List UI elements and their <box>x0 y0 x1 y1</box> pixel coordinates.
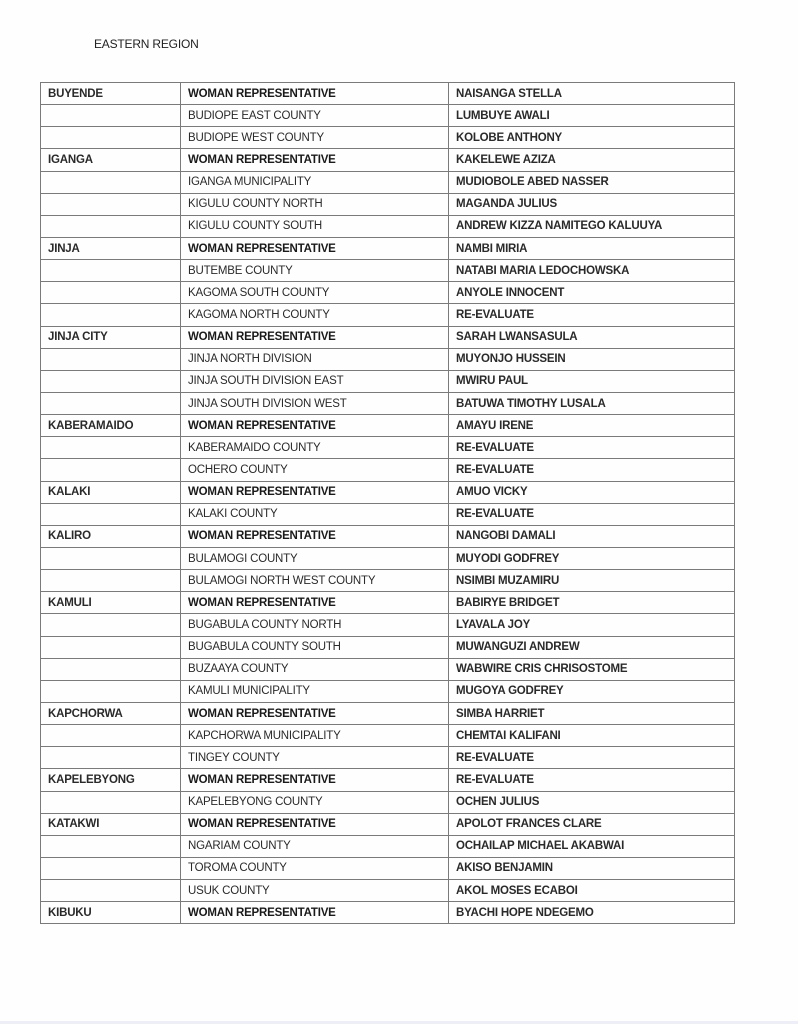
seat-cell: KIGULU COUNTY SOUTH <box>181 215 449 237</box>
seat-cell: KIGULU COUNTY NORTH <box>181 193 449 215</box>
table-row <box>41 348 735 370</box>
candidate-cell: MAGANDA JULIUS <box>449 193 735 215</box>
table-row <box>41 326 735 348</box>
table-row <box>41 481 735 503</box>
seat-cell: KAPCHORWA MUNICIPALITY <box>181 725 449 747</box>
district-cell <box>41 215 181 237</box>
table-row <box>41 415 735 437</box>
district-cell <box>41 392 181 414</box>
candidate-cell: RE-EVALUATE <box>449 459 735 481</box>
district-cell <box>41 547 181 569</box>
district-cell <box>41 636 181 658</box>
seat-cell: KAGOMA SOUTH COUNTY <box>181 282 449 304</box>
district-cell: KAMULI <box>41 592 181 614</box>
table-row <box>41 702 735 724</box>
candidate-cell: LUMBUYE AWALI <box>449 105 735 127</box>
seat-cell: BUZAAYA COUNTY <box>181 658 449 680</box>
candidate-cell: MUDIOBOLE ABED NASSER <box>449 171 735 193</box>
district-cell: KIBUKU <box>41 902 181 924</box>
candidate-cell: RE-EVALUATE <box>449 747 735 769</box>
district-cell <box>41 193 181 215</box>
candidate-cell: MUYONJO HUSSEIN <box>449 348 735 370</box>
seat-cell: USUK COUNTY <box>181 880 449 902</box>
candidate-cell: MWIRU PAUL <box>449 370 735 392</box>
district-cell <box>41 348 181 370</box>
seat-cell: BUGABULA COUNTY SOUTH <box>181 636 449 658</box>
seat-cell: KABERAMAIDO COUNTY <box>181 437 449 459</box>
candidate-cell: APOLOT FRANCES CLARE <box>449 813 735 835</box>
seat-cell: WOMAN REPRESENTATIVE <box>181 525 449 547</box>
candidate-cell: RE-EVALUATE <box>449 503 735 525</box>
seat-cell: WOMAN REPRESENTATIVE <box>181 902 449 924</box>
candidate-cell: MUYODI GODFREY <box>449 547 735 569</box>
seat-cell: JINJA SOUTH DIVISION EAST <box>181 370 449 392</box>
table-row <box>41 570 735 592</box>
table-row <box>41 260 735 282</box>
seat-cell: TOROMA COUNTY <box>181 857 449 879</box>
seat-cell: BUDIOPE EAST COUNTY <box>181 105 449 127</box>
seat-cell: WOMAN REPRESENTATIVE <box>181 702 449 724</box>
district-cell: JINJA CITY <box>41 326 181 348</box>
table-row <box>41 813 735 835</box>
table-row <box>41 83 735 105</box>
table-row <box>41 282 735 304</box>
table-row <box>41 857 735 879</box>
seat-cell: OCHERO COUNTY <box>181 459 449 481</box>
table-row <box>41 658 735 680</box>
district-cell <box>41 880 181 902</box>
table-row <box>41 902 735 924</box>
candidate-cell: NSIMBI MUZAMIRU <box>449 570 735 592</box>
candidate-cell: MUWANGUZI ANDREW <box>449 636 735 658</box>
candidate-cell: AKOL MOSES ECABOI <box>449 880 735 902</box>
table-row <box>41 459 735 481</box>
candidate-cell: NATABI MARIA LEDOCHOWSKA <box>449 260 735 282</box>
candidate-cell: BYACHI HOPE NDEGEMO <box>449 902 735 924</box>
district-cell <box>41 437 181 459</box>
seat-cell: BUDIOPE WEST COUNTY <box>181 127 449 149</box>
table-row <box>41 835 735 857</box>
table-row <box>41 880 735 902</box>
seat-cell: BULAMOGI COUNTY <box>181 547 449 569</box>
district-cell <box>41 658 181 680</box>
district-cell <box>41 857 181 879</box>
candidate-cell: BATUWA TIMOTHY LUSALA <box>449 392 735 414</box>
district-cell: KAPCHORWA <box>41 702 181 724</box>
seat-cell: NGARIAM COUNTY <box>181 835 449 857</box>
district-cell <box>41 304 181 326</box>
table-row <box>41 215 735 237</box>
candidate-cell: SARAH LWANSASULA <box>449 326 735 348</box>
candidate-cell: AMUO VICKY <box>449 481 735 503</box>
district-cell <box>41 614 181 636</box>
table-row <box>41 547 735 569</box>
table-body <box>41 83 735 924</box>
seat-cell: BUTEMBE COUNTY <box>181 260 449 282</box>
candidate-cell: OCHEN JULIUS <box>449 791 735 813</box>
district-cell: JINJA <box>41 237 181 259</box>
table-row <box>41 127 735 149</box>
candidate-cell: SIMBA HARRIET <box>449 702 735 724</box>
table-row <box>41 725 735 747</box>
seat-cell: WOMAN REPRESENTATIVE <box>181 415 449 437</box>
district-cell <box>41 747 181 769</box>
seat-cell: IGANGA MUNICIPALITY <box>181 171 449 193</box>
table-row <box>41 769 735 791</box>
candidate-cell: CHEMTAI KALIFANI <box>449 725 735 747</box>
candidate-cell: RE-EVALUATE <box>449 304 735 326</box>
table-row <box>41 437 735 459</box>
table-row <box>41 392 735 414</box>
district-cell <box>41 459 181 481</box>
candidate-cell: ANDREW KIZZA NAMITEGO KALUUYA <box>449 215 735 237</box>
candidate-cell: NAISANGA STELLA <box>449 83 735 105</box>
seat-cell: KAGOMA NORTH COUNTY <box>181 304 449 326</box>
seat-cell: WOMAN REPRESENTATIVE <box>181 326 449 348</box>
seat-cell: TINGEY COUNTY <box>181 747 449 769</box>
candidate-cell: AKISO BENJAMIN <box>449 857 735 879</box>
seat-cell: JINJA SOUTH DIVISION WEST <box>181 392 449 414</box>
candidate-cell: BABIRYE BRIDGET <box>449 592 735 614</box>
seat-cell: JINJA NORTH DIVISION <box>181 348 449 370</box>
table-row <box>41 680 735 702</box>
seat-cell: WOMAN REPRESENTATIVE <box>181 149 449 171</box>
table-row <box>41 791 735 813</box>
district-cell: IGANGA <box>41 149 181 171</box>
seat-cell: KAPELEBYONG COUNTY <box>181 791 449 813</box>
district-cell: KAPELEBYONG <box>41 769 181 791</box>
district-cell <box>41 680 181 702</box>
district-cell: KALIRO <box>41 525 181 547</box>
table-row <box>41 614 735 636</box>
seat-cell: WOMAN REPRESENTATIVE <box>181 83 449 105</box>
seat-cell: WOMAN REPRESENTATIVE <box>181 237 449 259</box>
candidate-cell: ANYOLE INNOCENT <box>449 282 735 304</box>
district-cell: KATAKWI <box>41 813 181 835</box>
district-cell: KALAKI <box>41 481 181 503</box>
candidate-cell: WABWIRE CRIS CHRISOSTOME <box>449 658 735 680</box>
seat-cell: WOMAN REPRESENTATIVE <box>181 592 449 614</box>
table-row <box>41 105 735 127</box>
candidate-cell: RE-EVALUATE <box>449 437 735 459</box>
district-cell <box>41 370 181 392</box>
seat-cell: BULAMOGI NORTH WEST COUNTY <box>181 570 449 592</box>
district-cell <box>41 791 181 813</box>
candidate-cell: MUGOYA GODFREY <box>449 680 735 702</box>
district-cell <box>41 171 181 193</box>
district-cell <box>41 835 181 857</box>
table-row <box>41 370 735 392</box>
seat-cell: WOMAN REPRESENTATIVE <box>181 481 449 503</box>
candidate-cell: KOLOBE ANTHONY <box>449 127 735 149</box>
table-row <box>41 525 735 547</box>
candidate-cell: LYAVALA JOY <box>449 614 735 636</box>
candidate-cell: KAKELEWE AZIZA <box>449 149 735 171</box>
table-row <box>41 193 735 215</box>
table-row <box>41 171 735 193</box>
seat-cell: WOMAN REPRESENTATIVE <box>181 813 449 835</box>
table-row <box>41 747 735 769</box>
candidate-cell: AMAYU IRENE <box>449 415 735 437</box>
seat-cell: KALAKI COUNTY <box>181 503 449 525</box>
table-row <box>41 304 735 326</box>
district-cell <box>41 105 181 127</box>
candidates-table <box>40 82 735 924</box>
seat-cell: KAMULI MUNICIPALITY <box>181 680 449 702</box>
candidate-cell: NAMBI MIRIA <box>449 237 735 259</box>
table-row <box>41 592 735 614</box>
district-cell <box>41 503 181 525</box>
seat-cell: WOMAN REPRESENTATIVE <box>181 769 449 791</box>
page-title: EASTERN REGION <box>94 37 199 51</box>
district-cell <box>41 127 181 149</box>
district-cell: KABERAMAIDO <box>41 415 181 437</box>
table-row <box>41 237 735 259</box>
district-cell <box>41 725 181 747</box>
candidate-cell: RE-EVALUATE <box>449 769 735 791</box>
district-cell <box>41 260 181 282</box>
table-row <box>41 636 735 658</box>
table-row <box>41 149 735 171</box>
district-cell <box>41 282 181 304</box>
candidate-cell: NANGOBI DAMALI <box>449 525 735 547</box>
candidate-cell: OCHAILAP MICHAEL AKABWAI <box>449 835 735 857</box>
table-row <box>41 503 735 525</box>
district-cell <box>41 570 181 592</box>
district-cell: BUYENDE <box>41 83 181 105</box>
seat-cell: BUGABULA COUNTY NORTH <box>181 614 449 636</box>
